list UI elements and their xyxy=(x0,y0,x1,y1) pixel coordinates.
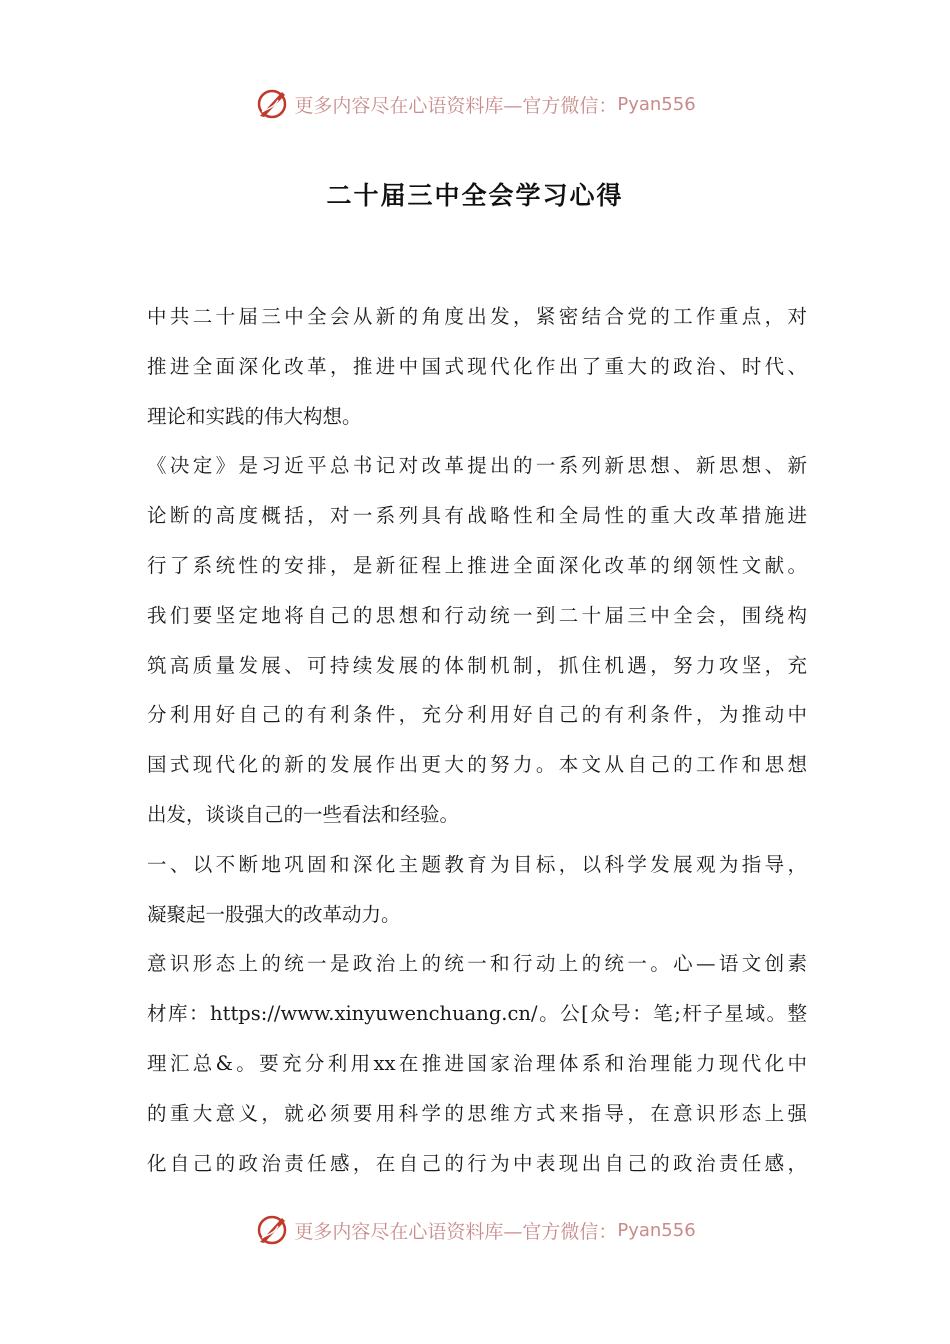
text-line: 化自己的政治责任感，在自己的行为中表现出自己的政治责任感， xyxy=(147,1151,807,1175)
text-line: 国式现代化的新的发展作出更大的努力。本文从自己的工作和思想 xyxy=(147,753,807,777)
text-line: 意识形态上的统一是政治上的统一和行动上的统一。心—语文创素 xyxy=(147,952,807,976)
text-line: 分利用好自己的有利条件，充分利用好自己的有利条件，为推动中 xyxy=(147,703,807,727)
text-line: 理汇总&。要充分利用xx在推进国家治理体系和治理能力现代化中 xyxy=(147,1051,807,1075)
text-line: 筑高质量发展、可持续发展的体制机制，抓住机遇，努力攻坚，充 xyxy=(147,653,807,677)
text-line: 论断的高度概括，对一系列具有战略性和全局性的重大改革措施进 xyxy=(147,504,807,528)
footer-wechat-id: Pyan556 xyxy=(617,1219,696,1241)
text-line: 行了系统性的安排，是新征程上推进全面深化改革的纲领性文献。 xyxy=(147,553,807,577)
page-title: 二十届三中全会学习心得 xyxy=(326,181,624,210)
text-line: 我们要坚定地将自己的思想和行动统一到二十届三中全会，围绕构 xyxy=(147,603,807,627)
quill-logo-icon xyxy=(254,86,290,122)
footer-banner-text: 更多内容尽在心语资料库—官方微信： xyxy=(294,1220,618,1243)
text-line: 凝聚起一股强大的改革动力。 xyxy=(147,902,401,926)
text-line: 推进全面深化改革，推进中国式现代化作出了重大的政治、时代、 xyxy=(147,354,807,378)
text-line: 《决定》是习近平总书记对改革提出的一系列新思想、新思想、新 xyxy=(147,454,807,478)
text-line: 一、以不断地巩固和深化主题教育为目标，以科学发展观为指导， xyxy=(147,852,807,876)
text-line: 材库：https://www.xinyuwenchuang.cn/。公[众号：笔;杆子星域。整 xyxy=(147,1002,807,1026)
text-line: 出发，谈谈自己的一些看法和经验。 xyxy=(147,802,460,826)
text-line: 中共二十届三中全会从新的角度出发，紧密结合党的工作重点，对 xyxy=(147,305,807,328)
header-banner-text: 更多内容尽在心语资料库—官方微信： xyxy=(294,94,618,117)
footer-banner xyxy=(0,1210,950,1250)
quill-logo-icon xyxy=(254,1212,290,1248)
header-banner xyxy=(0,84,950,124)
text-line: 的重大意义，就必须要用科学的思维方式来指导，在意识形态上强 xyxy=(147,1101,807,1125)
text-line: 理论和实践的伟大构想。 xyxy=(147,404,362,428)
header-wechat-id: Pyan556 xyxy=(617,93,696,115)
document-body xyxy=(147,292,807,1188)
